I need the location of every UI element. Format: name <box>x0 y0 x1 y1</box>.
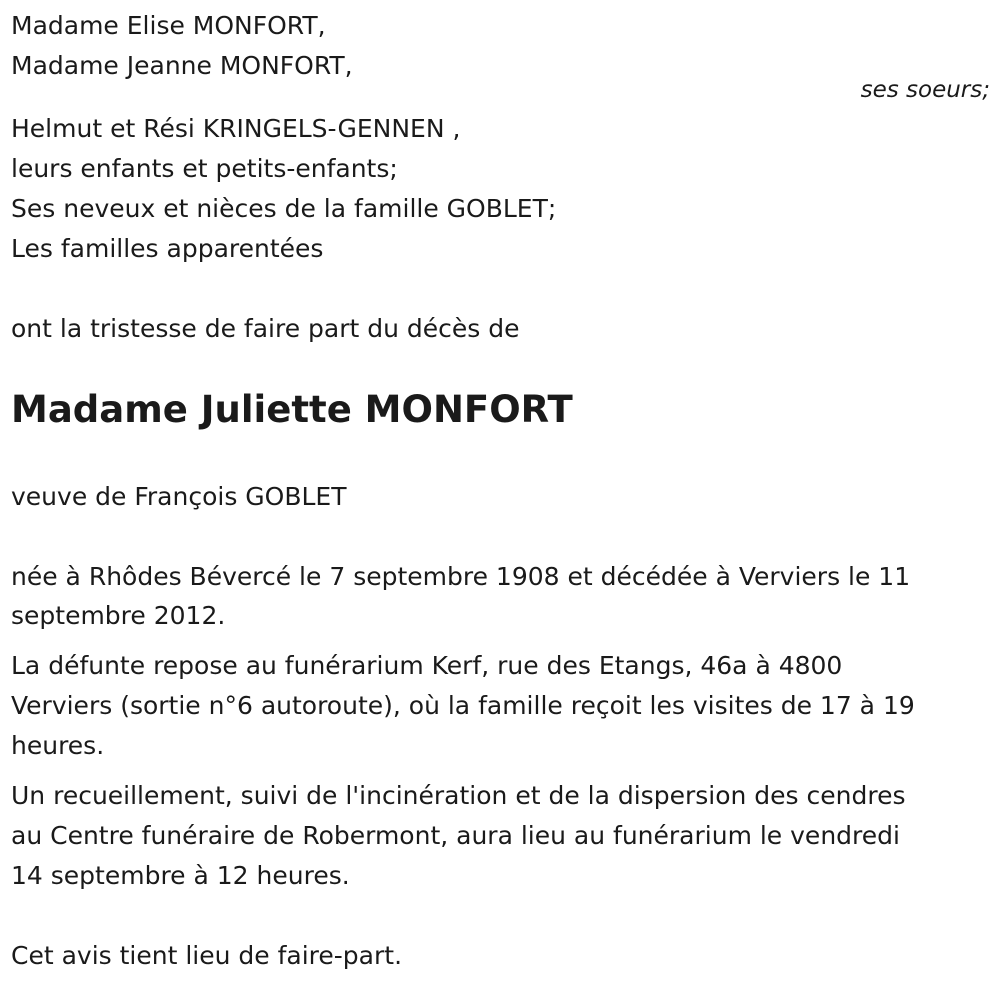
deceased-name: Madame Juliette MONFORT <box>11 388 573 431</box>
closing-text: Cet avis tient lieu de faire-part. <box>11 941 403 970</box>
ceremony-line-2: au Centre funéraire de Robermont, aura lieu au funérarium le vendredi <box>11 821 900 850</box>
ceremony-line-1: Un recueillement, suivi de l'incinération et de la dispersion des cendres <box>11 781 906 810</box>
family-line-2: leurs enfants et petits-enfants; <box>11 154 398 183</box>
sisters-label: ses soeurs; <box>860 77 990 103</box>
ceremony-line-3: 14 septembre à 12 heures. <box>11 861 350 890</box>
birth-death-line-1: née à Rhôdes Bévercé le 7 septembre 1908 et décédée à Verviers le 11 <box>11 562 911 591</box>
sister-line-1: Madame Elise MONFORT, <box>11 11 326 40</box>
birth-death-line-2: septembre 2012. <box>11 601 226 630</box>
repose-line-1: La défunte repose au funérarium Kerf, rue des Etangs, 46a à 4800 <box>11 651 843 680</box>
family-line-3: Ses neveux et nièces de la famille GOBLET; <box>11 194 557 223</box>
repose-line-2: Verviers (sortie n°6 autoroute), où la famille reçoit les visites de 17 à 19 <box>11 691 915 720</box>
announcement-text: ont la tristesse de faire part du décès de <box>11 314 520 343</box>
sister-line-2: Madame Jeanne MONFORT, <box>11 51 353 80</box>
repose-line-3: heures. <box>11 731 105 760</box>
family-line-1: Helmut et Rési KRINGELS-GENNEN , <box>11 114 461 143</box>
family-line-4: Les familles apparentées <box>11 234 324 263</box>
widow-of-text: veuve de François GOBLET <box>11 482 347 511</box>
